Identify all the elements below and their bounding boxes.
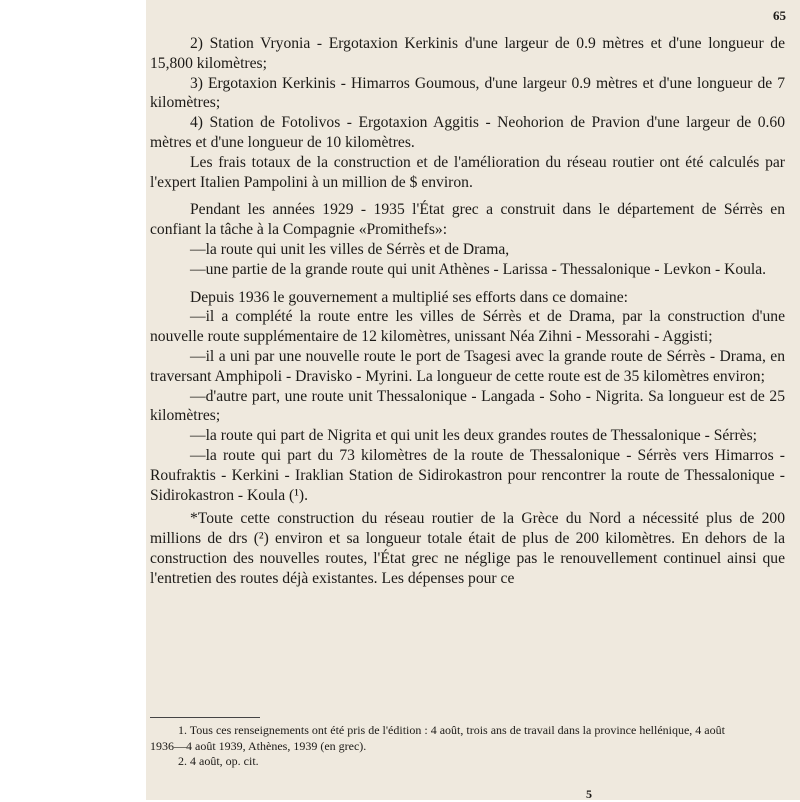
paragraph: —la route qui unit les villes de Sérrès et de Drama, — [190, 240, 510, 258]
paragraph: 3) Ergotaxion Kerkinis - Himarros Goumous, d'une largeur 0.9 mètres et d'une longueur de 7 kilomètres; — [150, 74, 785, 112]
paragraph: 4) Station de Fotolivos - Ergotaxion Aggitis - Neohorion de Pravion d'une largeur de 0.60 mètres et d'une longueur de 10 kilomètres. — [150, 114, 785, 151]
signature-mark: 5 — [586, 787, 592, 801]
paragraph: *Toute cette construction du réseau routier de la Grèce du Nord a nécessité plus de 200 millions de drs (²) environ et sa longueur totale était de plus de 200 kilomètres. En dehors de la construction des nouvelles routes, l'État grec ne néglige pas le renouvellement continuel ainsi que l'entretien des routes déjà existantes. Les dépenses pour ce — [150, 510, 785, 587]
paragraph: —la route qui part du 73 kilomètres de la route de Thessalonique - Sérrès vers Himarros - Roufraktis - Kerkini - Iraklian Station de Sidirokastron pour rencontrer la route de Thessalonique - Sidirokastron - Koula (¹). — [150, 446, 785, 504]
footnotes — [150, 723, 750, 770]
paragraph: Depuis 1936 le gouvernement a multiplié ses efforts dans ce domaine: — [190, 288, 628, 306]
paragraph: —une partie de la grande route qui unit Athènes - Larissa - Thessalonique - Levkon - Koula. — [190, 260, 767, 278]
footnote: 2. 4 août, op. cit. — [178, 754, 259, 768]
book-page — [146, 0, 800, 800]
paragraph: —il a uni par une nouvelle route le port de Tsagesi avec la grande route de Sérrès - Drama, en traversant Amphipoli - Dravisko - Myrini. La longueur de cette route est de 35 kilomètres environ; — [150, 347, 785, 385]
paragraph: Les frais totaux de la construction et de l'amélioration du réseau routier ont été calculés par l'expert Italien Pampolini à un million de $ environ. — [150, 153, 785, 191]
paragraph: —la route qui part de Nigrita et qui unit les deux grandes routes de Thessalonique - Sérrès; — [190, 427, 758, 445]
body-text — [150, 34, 785, 589]
paragraph: Pendant les années 1929 - 1935 l'État grec a construit dans le département de Sérrès en confiant la tâche à la Compagnie «Promithefs»: — [150, 201, 785, 239]
paragraph: —d'autre part, une route unit Thessalonique - Langada - Soho - Nigrita. Sa longueur est de 25 kilomètres; — [150, 387, 785, 425]
footnote: 1. Tous ces renseignements ont été pris de l'édition : 4 août, trois ans de travail dans la province hellénique, 4 août 1936—4 août 1939, Athènes, 1939 (en grec). — [150, 723, 725, 753]
paragraph: —il a complété la route entre les villes de Sérrès et de Drama, par la construction d'une nouvelle route supplémentaire de 12 kilomètres, unissant Néa Zihni - Messorahi - Aggisti; — [150, 308, 785, 346]
page-number: 65 — [773, 8, 786, 23]
footnote-divider — [150, 717, 260, 718]
paragraph: 2) Station Vryonia - Ergotaxion Kerkinis d'une largeur de 0.9 mètres et d'une longueur de 15,800 kilomètres; — [150, 35, 785, 72]
